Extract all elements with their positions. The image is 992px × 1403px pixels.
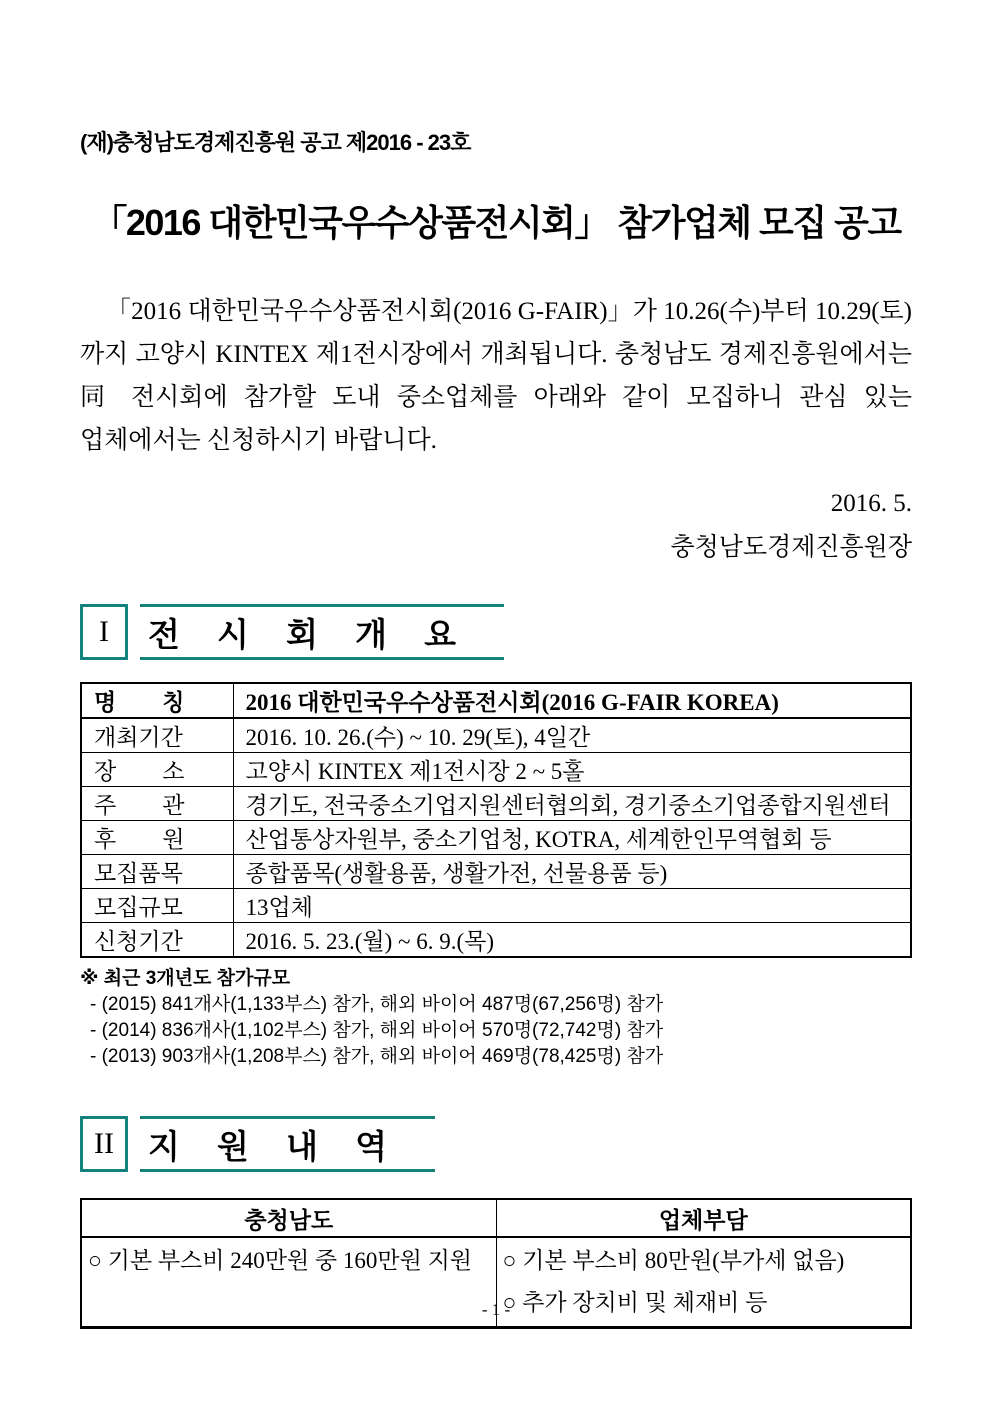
participation-history-notes — [80, 966, 912, 1070]
table-row — [81, 787, 911, 821]
signature-block — [80, 482, 912, 570]
row-value: 2016. 5. 23.(월) ~ 6. 9.(목) — [233, 923, 911, 958]
row-label: 개최기간 — [81, 718, 233, 753]
row-value: 고양시 KINTEX 제1전시장 2 ~ 5홀 — [233, 753, 911, 787]
note-line: - (2014) 836개사(1,102부스) 참가, 해외 바이어 570명(72,742명) 참가 — [90, 1020, 664, 1041]
section2-header — [80, 1116, 912, 1172]
note-line: - (2013) 903개사(1,208부스) 참가, 해외 바이어 469명(78,425명) 참가 — [90, 1046, 664, 1067]
row-label: 후 원 — [81, 821, 233, 855]
page-number: - 1 - — [481, 1300, 511, 1319]
support-header-row — [81, 1199, 911, 1237]
row-value: 2016 대한민국우수상품전시회(2016 G-FAIR KOREA) — [233, 683, 911, 718]
support-item: ○ 추가 장치비 및 체재비 등 — [502, 1290, 768, 1315]
row-label: 모집품목 — [81, 855, 233, 889]
section1-numeral: I — [80, 604, 128, 660]
row-value: 산업통상자원부, 중소기업청, KOTRA, 세계한인무역협회 등 — [233, 821, 911, 855]
table-row — [81, 718, 911, 753]
row-label: 장 소 — [81, 753, 233, 787]
table-row — [81, 683, 911, 718]
doc-signer: 충청남도경제진흥원장 — [670, 534, 912, 561]
notice-number: (재)충청남도경제진흥원 공고 제2016 - 23호 — [80, 130, 471, 155]
section2-numeral: II — [80, 1116, 128, 1172]
table-row — [81, 855, 911, 889]
section1-title: 전 시 회 개 요 — [140, 604, 504, 660]
support-header-company: 업체부담 — [496, 1199, 911, 1237]
row-value: 2016. 10. 26.(수) ~ 10. 29(토), 4일간 — [233, 718, 911, 753]
row-label: 신청기간 — [81, 923, 233, 958]
table-row — [81, 889, 911, 923]
row-value: 경기도, 전국중소기업지원센터협의회, 경기중소기업종합지원센터 — [233, 787, 911, 821]
row-label: 명 칭 — [81, 683, 233, 718]
section2-title: 지 원 내 역 — [140, 1116, 435, 1172]
support-item: ○ 기본 부스비 240만원 중 160만원 지원 — [88, 1248, 473, 1273]
table-row — [81, 753, 911, 787]
table-row — [81, 923, 911, 958]
support-item: ○ 기본 부스비 80만원(부가세 없음) — [502, 1248, 845, 1273]
intro-paragraph: 「2016 대한민국우수상품전시회(2016 G-FAIR)」가 10.26(수)부터 10.29(토)까지 고양시 KINTEX 제1전시장에서 개최됩니다. 충청남도 경제진흥원에서는 同 전시회에 참가할 도내 중소업체를 아래와 같이 모집하니 관심 있는 업체에서는 신청하시기 바랍니다. — [80, 298, 912, 454]
overview-table — [80, 682, 912, 958]
row-value: 종합품목(생활용품, 생활가전, 선물용품 등) — [233, 855, 911, 889]
table-row — [81, 821, 911, 855]
row-label: 모집규모 — [81, 889, 233, 923]
note-title: ※ 최근 3개년도 참가규모 — [80, 968, 291, 989]
doc-date: 2016. 5. — [830, 490, 912, 517]
page-title: 「2016 대한민국우수상품전시회」 참가업체 모집 공고 — [91, 202, 901, 243]
row-value: 13업체 — [233, 889, 911, 923]
support-header-chungnam: 충청남도 — [81, 1199, 496, 1237]
note-line: - (2015) 841개사(1,133부스) 참가, 해외 바이어 487명(67,256명) 참가 — [90, 994, 664, 1015]
section1-header — [80, 604, 912, 660]
row-label: 주 관 — [81, 787, 233, 821]
